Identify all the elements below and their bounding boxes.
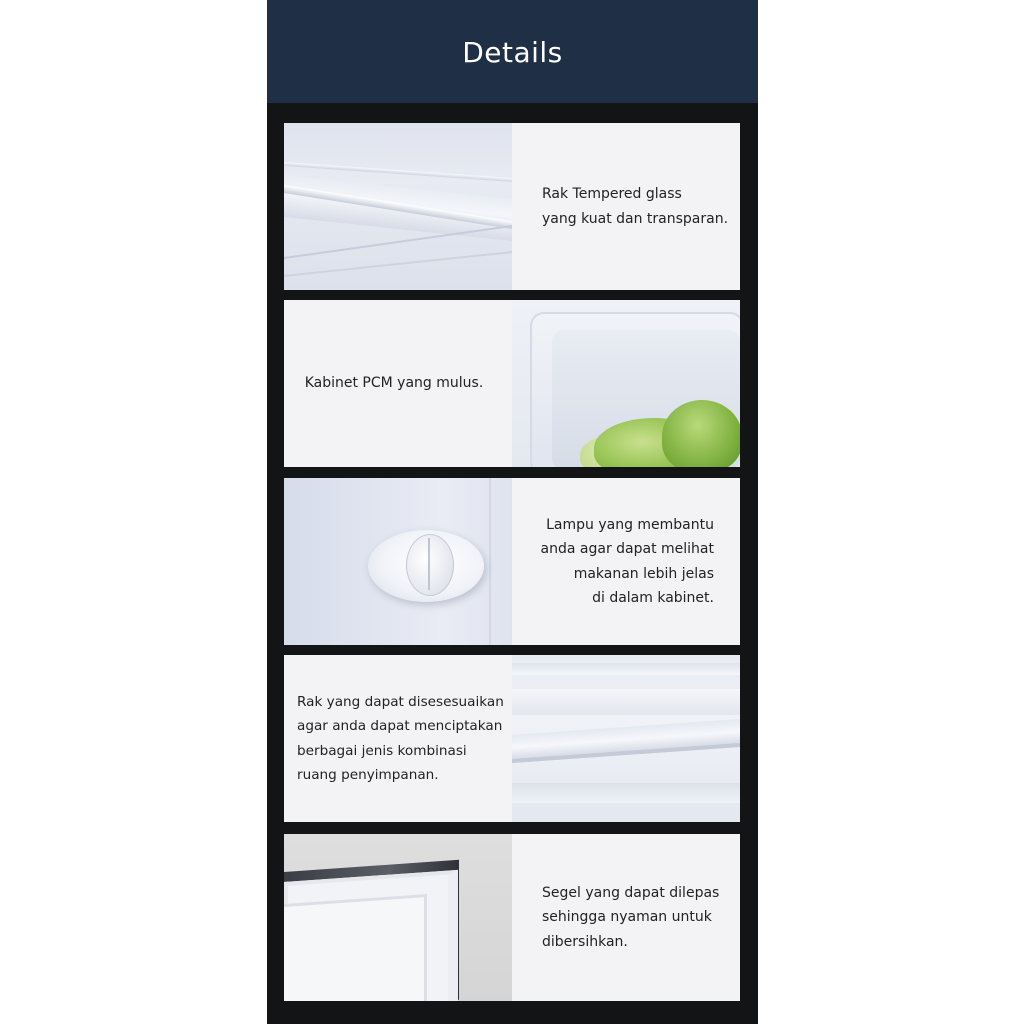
details-poster [267,0,758,1024]
feature-text-panel [284,655,512,822]
pcm-cabinet-photo [512,300,740,467]
caption-line: agar anda dapat menciptakan [297,718,503,734]
feature-row-removable-seal [284,834,740,1001]
adjustable-shelf-photo [512,655,740,822]
feature-row-tempered-glass [284,123,740,290]
feature-row-interior-lamp [284,478,740,645]
feature-text-panel [512,478,740,645]
caption-line: makanan lebih jelas [573,565,714,582]
feature-text-panel [284,300,512,467]
page-title: Details [462,36,563,69]
interior-lamp-photo [284,478,512,645]
caption-line: Rak yang dapat disesesuaikan [297,693,504,710]
header-bar [267,0,758,103]
feature-text-panel [512,123,740,290]
feature-caption [512,513,740,611]
caption-line: di dalam kabinet. [592,590,714,606]
caption-line: Kabinet PCM yang mulus. [304,375,484,392]
feature-text-panel [512,834,740,1001]
door-seal-photo [284,834,512,1001]
caption-line: Segel yang dapat dilepas [542,884,720,901]
caption-line: Rak Tempered glass [542,186,682,202]
caption-line: anda agar dapat melihat [540,541,714,557]
feature-caption [512,881,740,955]
feature-caption [284,690,512,788]
feature-caption [284,371,512,396]
caption-line: yang kuat dan transparan. [542,210,729,227]
feature-caption [512,182,740,231]
caption-line: berbagai jenis kombinasi [297,742,467,759]
caption-line: ruang penyimpanan. [297,767,439,783]
caption-line: sehingga nyaman untuk [542,909,712,926]
feature-row-pcm-cabinet [284,300,740,467]
caption-line: Lampu yang membantu [546,516,714,533]
feature-row-adjustable-shelf [284,655,740,822]
caption-line: dibersihkan. [542,933,628,950]
tempered-glass-shelf-photo [284,123,512,290]
